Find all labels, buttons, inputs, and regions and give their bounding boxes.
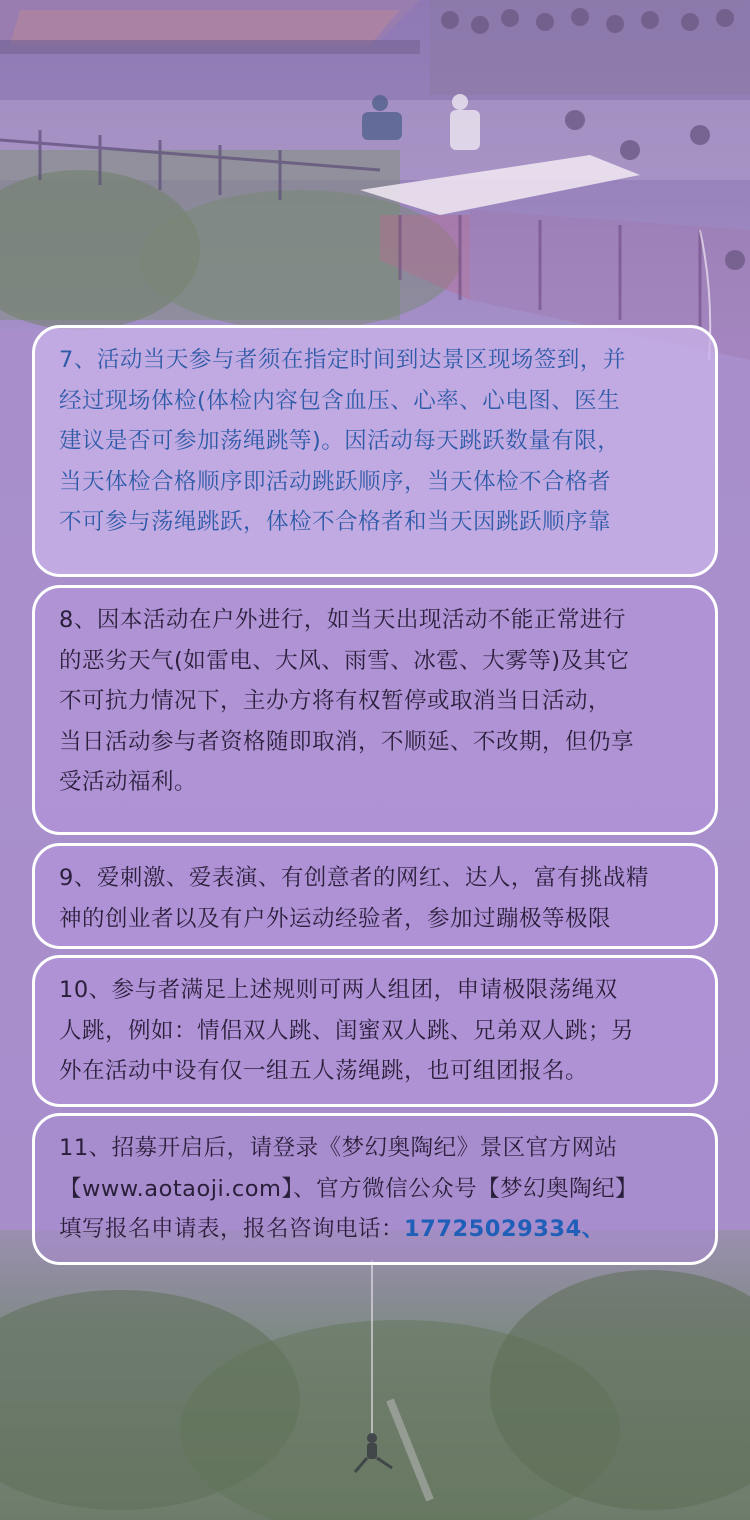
bungee-platform-photo: [0, 0, 750, 360]
rule-card-10: [32, 955, 718, 1107]
rule-7-line-5: 不可参与荡绳跳跃，体检不合格者和当天因跳跃顺序靠: [59, 509, 612, 535]
rule-11-line-3: [59, 1209, 691, 1250]
rule-11-line-1: 11、招募开启后，请登录《梦幻奥陶纪》景区官方网站: [59, 1135, 618, 1161]
rule-10-line-3: 外在活动中设有仅一组五人荡绳跳，也可组团报名。: [59, 1058, 589, 1084]
rule-9-line-1: 9、爱刺激、爱表演、有创意者的网红、达人，富有挑战精: [59, 865, 649, 891]
rule-7-line-3: 建议是否可参加荡绳跳等)。因活动每天跳跃数量有限，: [59, 428, 621, 454]
rule-card-7: [32, 325, 718, 577]
rule-card-11: [32, 1113, 718, 1265]
rule-11-line-3-text: 填写报名申请表，报名咨询电话：: [59, 1216, 405, 1242]
rule-8-line-5: 受活动福利。: [59, 769, 198, 795]
forest-valley-photo: [0, 1260, 750, 1520]
phone-number[interactable]: 17725029334、: [404, 1216, 605, 1242]
rule-7-line-4: 当天体检合格顺序即活动跳跃顺序，当天体检不合格者: [59, 468, 612, 495]
rule-11-line-2: 【www.aotaoji.com】、官方微信公众号【梦幻奥陶纪】: [59, 1175, 639, 1202]
rule-8-line-4: 当日活动参与者资格随即取消，不顺延、不改期，但仍享: [59, 728, 635, 755]
rule-8-line-1: 8、因本活动在户外进行，如当天出现活动不能正常进行: [59, 607, 626, 633]
rule-10-line-2: 人跳，例如：情侣双人跳、闺蜜双人跳、兄弟双人跳；另: [59, 1017, 635, 1044]
rule-8-line-3: 不可抗力情况下，主办方将有权暂停或取消当日活动，: [59, 688, 612, 714]
rule-7-line-1: 7、活动当天参与者须在指定时间到达景区现场签到，并: [59, 347, 626, 373]
rule-card-8: [32, 585, 718, 835]
rule-10-line-1: 10、参与者满足上述规则可两人组团，申请极限荡绳双: [59, 977, 618, 1003]
rule-8-line-2: 的恶劣天气(如雷电、大风、雨雪、冰雹、大雾等)及其它: [59, 647, 630, 674]
rule-card-9: [32, 843, 718, 949]
rule-7-line-2: 经过现场体检(体检内容包含血压、心率、心电图、医生: [59, 387, 621, 414]
rule-9-line-2: 神的创业者以及有户外运动经验者，参加过蹦极等极限: [59, 905, 612, 932]
